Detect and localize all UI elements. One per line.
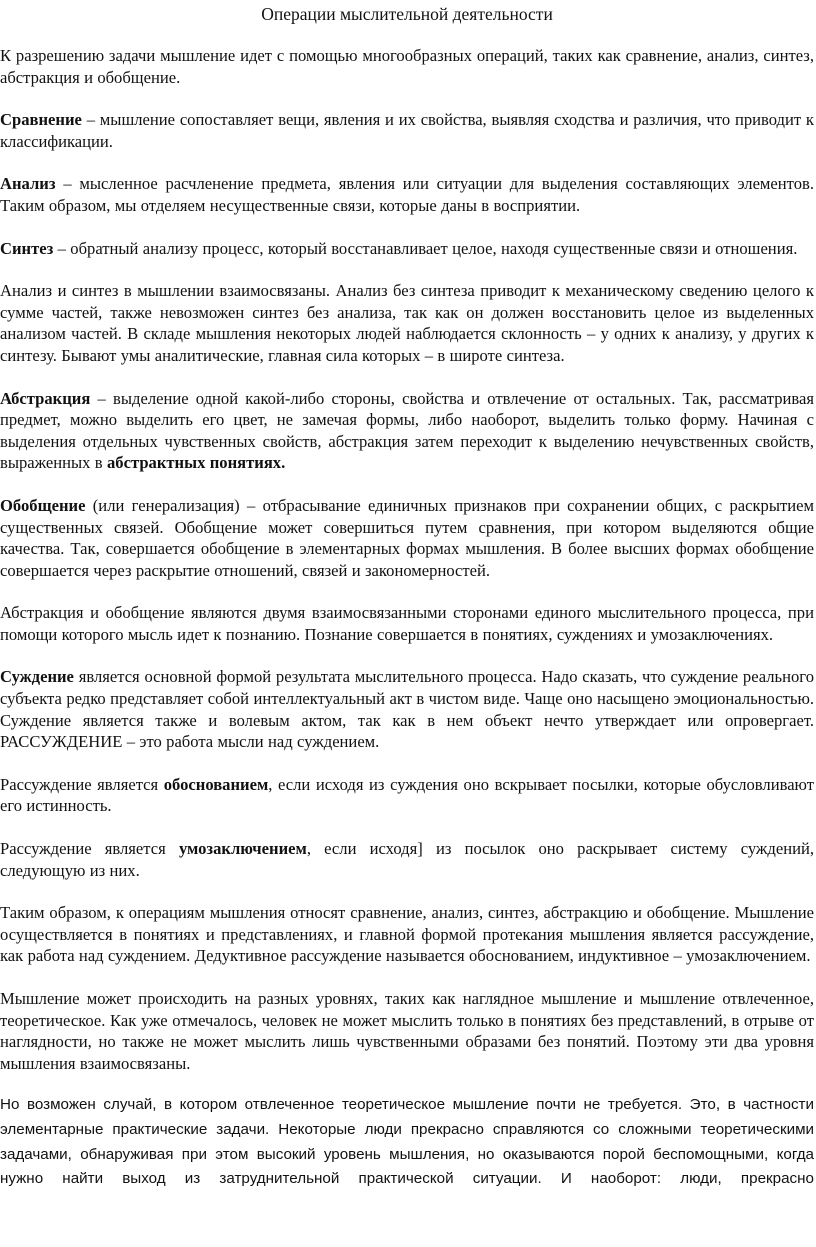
analysis-term: Анализ bbox=[0, 174, 56, 194]
generalization-paragraph bbox=[0, 495, 814, 581]
justification-term: обоснованием bbox=[163, 774, 269, 794]
judgment-paragraph bbox=[0, 666, 814, 752]
reasoning-inference-paragraph bbox=[0, 838, 814, 881]
analysis-synthesis-text: Анализ и синтез в мышлении взаимосвязаны. Анализ без синтеза приводит к механическому сведению целого к сумме частей, также невозможен синтез без анализа, так как он должен восстановить целое из выделенных анализом частей. В складе мышления некоторых людей наблюдается склонность – у одних к анализу, у других к синтезу. Бывают умы аналитические, главная сила которых – в широте синтеза. bbox=[0, 281, 814, 365]
comparison-text: – мышление сопоставляет вещи, явления и их свойства, выявляя сходства и различия, что приводит к классификации. bbox=[0, 110, 814, 151]
analysis-paragraph bbox=[0, 173, 814, 216]
abstraction-concepts-term: абстрактных понятиях. bbox=[107, 453, 286, 473]
reasoning-justification-after: , если исходя из суждения оно вскрывает посылки, которые обусловливают его истинность. bbox=[0, 774, 814, 816]
intro-text: К разрешению задачи мышление идет с помощью многообразных операций, таких как сравнение, анализ, синтез, абстракция и обобщение. bbox=[0, 46, 814, 87]
comparison-term: Сравнение bbox=[0, 110, 82, 130]
comparison-paragraph bbox=[0, 109, 814, 152]
reasoning-justification-before: Рассуждение является bbox=[0, 774, 164, 794]
generalization-term: Обобщение bbox=[0, 495, 86, 515]
inference-term: умозаключением bbox=[178, 839, 307, 859]
synthesis-paragraph bbox=[0, 238, 814, 260]
practical-text: Но возможен случай, в котором отвлеченное теоретическое мышление почти не требуется. Это, в частности элементарные практические задачи. Некоторые люди прекрасно справляются со сложными теоретическими задачами, обнаруживая при этом высокий уровень мышления, но оказываются порой беспомощными, когда нужно найти выход из затруднительной практической ситуации. И наоборот: люди, прекрасно bbox=[0, 1096, 814, 1188]
levels-paragraph bbox=[0, 988, 814, 1074]
synthesis-term: Синтез bbox=[0, 238, 54, 258]
judgment-term: Суждение bbox=[0, 667, 74, 687]
intro-paragraph bbox=[0, 45, 814, 88]
page-title: Операции мыслительной деятельности bbox=[261, 4, 553, 24]
abstraction-generalization-text: Абстракция и обобщение являются двумя взаимосвязанными сторонами единого мыслительного процесса, при помощи которого мысль идет к познанию. Познание совершается в понятиях, суждениях и умозаключениях. bbox=[0, 603, 814, 644]
reasoning-inference-before: Рассуждение является bbox=[0, 839, 179, 859]
summary-text: Таким образом, к операциям мышления относят сравнение, анализ, синтез, абстракцию и обобщение. Мышление осуществляется в понятиях и представлениях, и главной формой протекания мышления является рассуждение, как работа над суждением. Дедуктивное рассуждение называется обоснованием, индуктивное – умозаключением. bbox=[0, 903, 814, 966]
practical-paragraph bbox=[0, 1093, 814, 1192]
reasoning-inference-after: , если исходя] из посылок оно раскрывает систему суждений, следующую из них. bbox=[0, 839, 814, 880]
analysis-synthesis-paragraph bbox=[0, 280, 814, 366]
abstraction-text: – выделение одной какой-либо стороны, свойства и отвлечение от остальных. Так, рассматривая предмет, можно выделить его цвет, не замечая формы, либо наоборот, выделить только форму. Начиная с выделения отдельных чувственных свойств, абстракция затем переходит к выделению нечувственных свойств, выраженных в bbox=[0, 388, 814, 473]
analysis-text: – мысленное расчленение предмета, явления или ситуации для выделения составляющих элементов. Таким образом, мы отделяем несущественные связи, которые даны в восприятии. bbox=[0, 174, 814, 215]
reasoning-justification-paragraph bbox=[0, 774, 814, 817]
synthesis-text: – обратный анализу процесс, который восстанавливает целое, находя существенные связи и отношения. bbox=[53, 238, 798, 258]
levels-text: Мышление может происходить на разных уровнях, таких как наглядное мышление и мышление отвлеченное, теоретическое. Как уже отмечалось, человек не может мыслить только в понятиях без представлений, в отрыве от наглядности, но также не может мыслить лишь чувственными образами без понятий. Поэтому эти два уровня мышления взаимосвязаны. bbox=[0, 989, 814, 1073]
abstraction-generalization-paragraph bbox=[0, 602, 814, 645]
abstraction-paragraph bbox=[0, 388, 814, 474]
summary-paragraph bbox=[0, 902, 814, 967]
generalization-text: (или генерализация) – отбрасывание единичных признаков при сохранении общих, с раскрытием существенных связей. Обобщение может совершиться путем сравнения, при котором выделяются общие качества. Так, совершается обобщение в элементарных формах мышления. В более высших формах обобщение совершается через раскрытие отношений, связей и закономерностей. bbox=[0, 495, 814, 580]
judgment-text: является основной формой результата мыслительного процесса. Надо сказать, что суждение реального субъекта редко представляет собой интеллектуальный акт в чистом виде. Чаще оно насыщено эмоциональностью. Суждение является также и волевым актом, так как в нем объект нечто утверждает или опровергает. РАССУЖДЕНИЕ – это работа мысли над суждением. bbox=[0, 667, 814, 752]
abstraction-term: Абстракция bbox=[0, 388, 91, 408]
